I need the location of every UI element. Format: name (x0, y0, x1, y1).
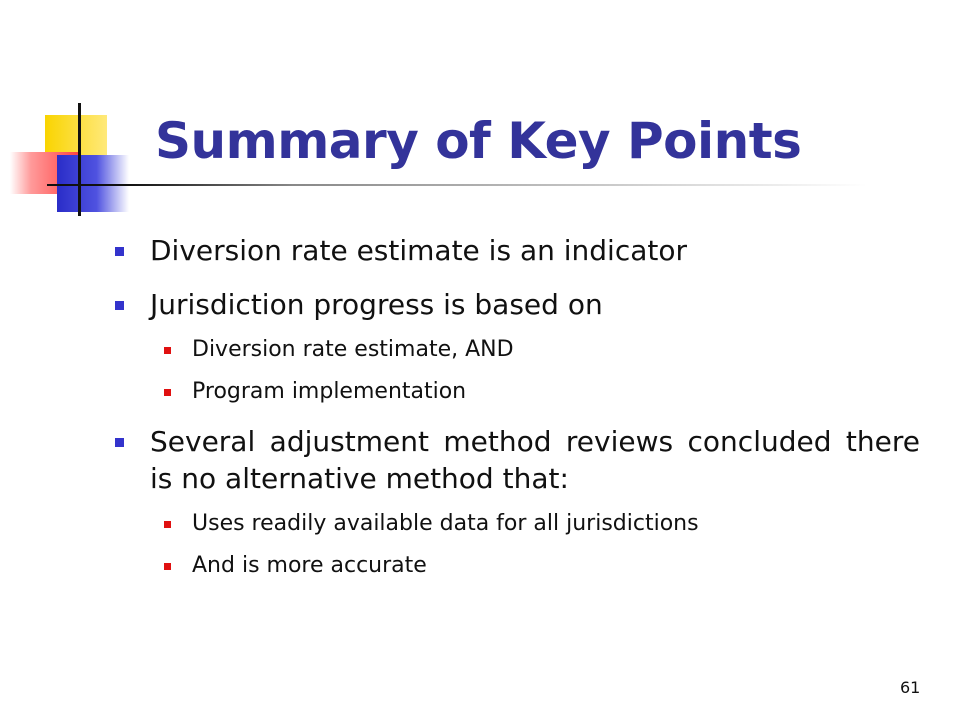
square-bullet-icon (164, 389, 171, 396)
sub-bullet-item (112, 509, 932, 539)
vertical-rule (78, 103, 81, 216)
sub-bullet-item (112, 377, 932, 407)
sub-bullet-text: Uses readily available data for all jurisdictions (192, 511, 699, 536)
sub-bullet-text: Program implementation (192, 379, 467, 404)
square-bullet-icon (164, 347, 171, 354)
square-bullet-icon (164, 521, 171, 528)
decorative-logo (0, 0, 180, 230)
bullet-item (112, 286, 932, 323)
bullet-item (112, 423, 920, 497)
square-bullet-icon (115, 301, 124, 310)
sub-bullet-text: Diversion rate estimate, AND (192, 337, 514, 362)
bullet-text: Diversion rate estimate is an indicator (150, 234, 688, 267)
bullet-list (112, 232, 932, 593)
bullet-text: Jurisdiction progress is based on (150, 288, 603, 321)
bullet-item (112, 232, 932, 269)
bullet-text: Several adjustment method reviews concluded there is no alternative method that: (150, 425, 920, 495)
square-bullet-icon (115, 438, 124, 447)
square-bullet-icon (115, 247, 124, 256)
sub-bullet-item (112, 335, 932, 365)
title-underline (47, 184, 867, 186)
sub-bullet-item (112, 551, 932, 581)
sub-bullet-text: And is more accurate (192, 553, 427, 578)
slide-title: Summary of Key Points (155, 112, 802, 170)
square-bullet-icon (164, 563, 171, 570)
page-number: 61 (900, 678, 921, 697)
